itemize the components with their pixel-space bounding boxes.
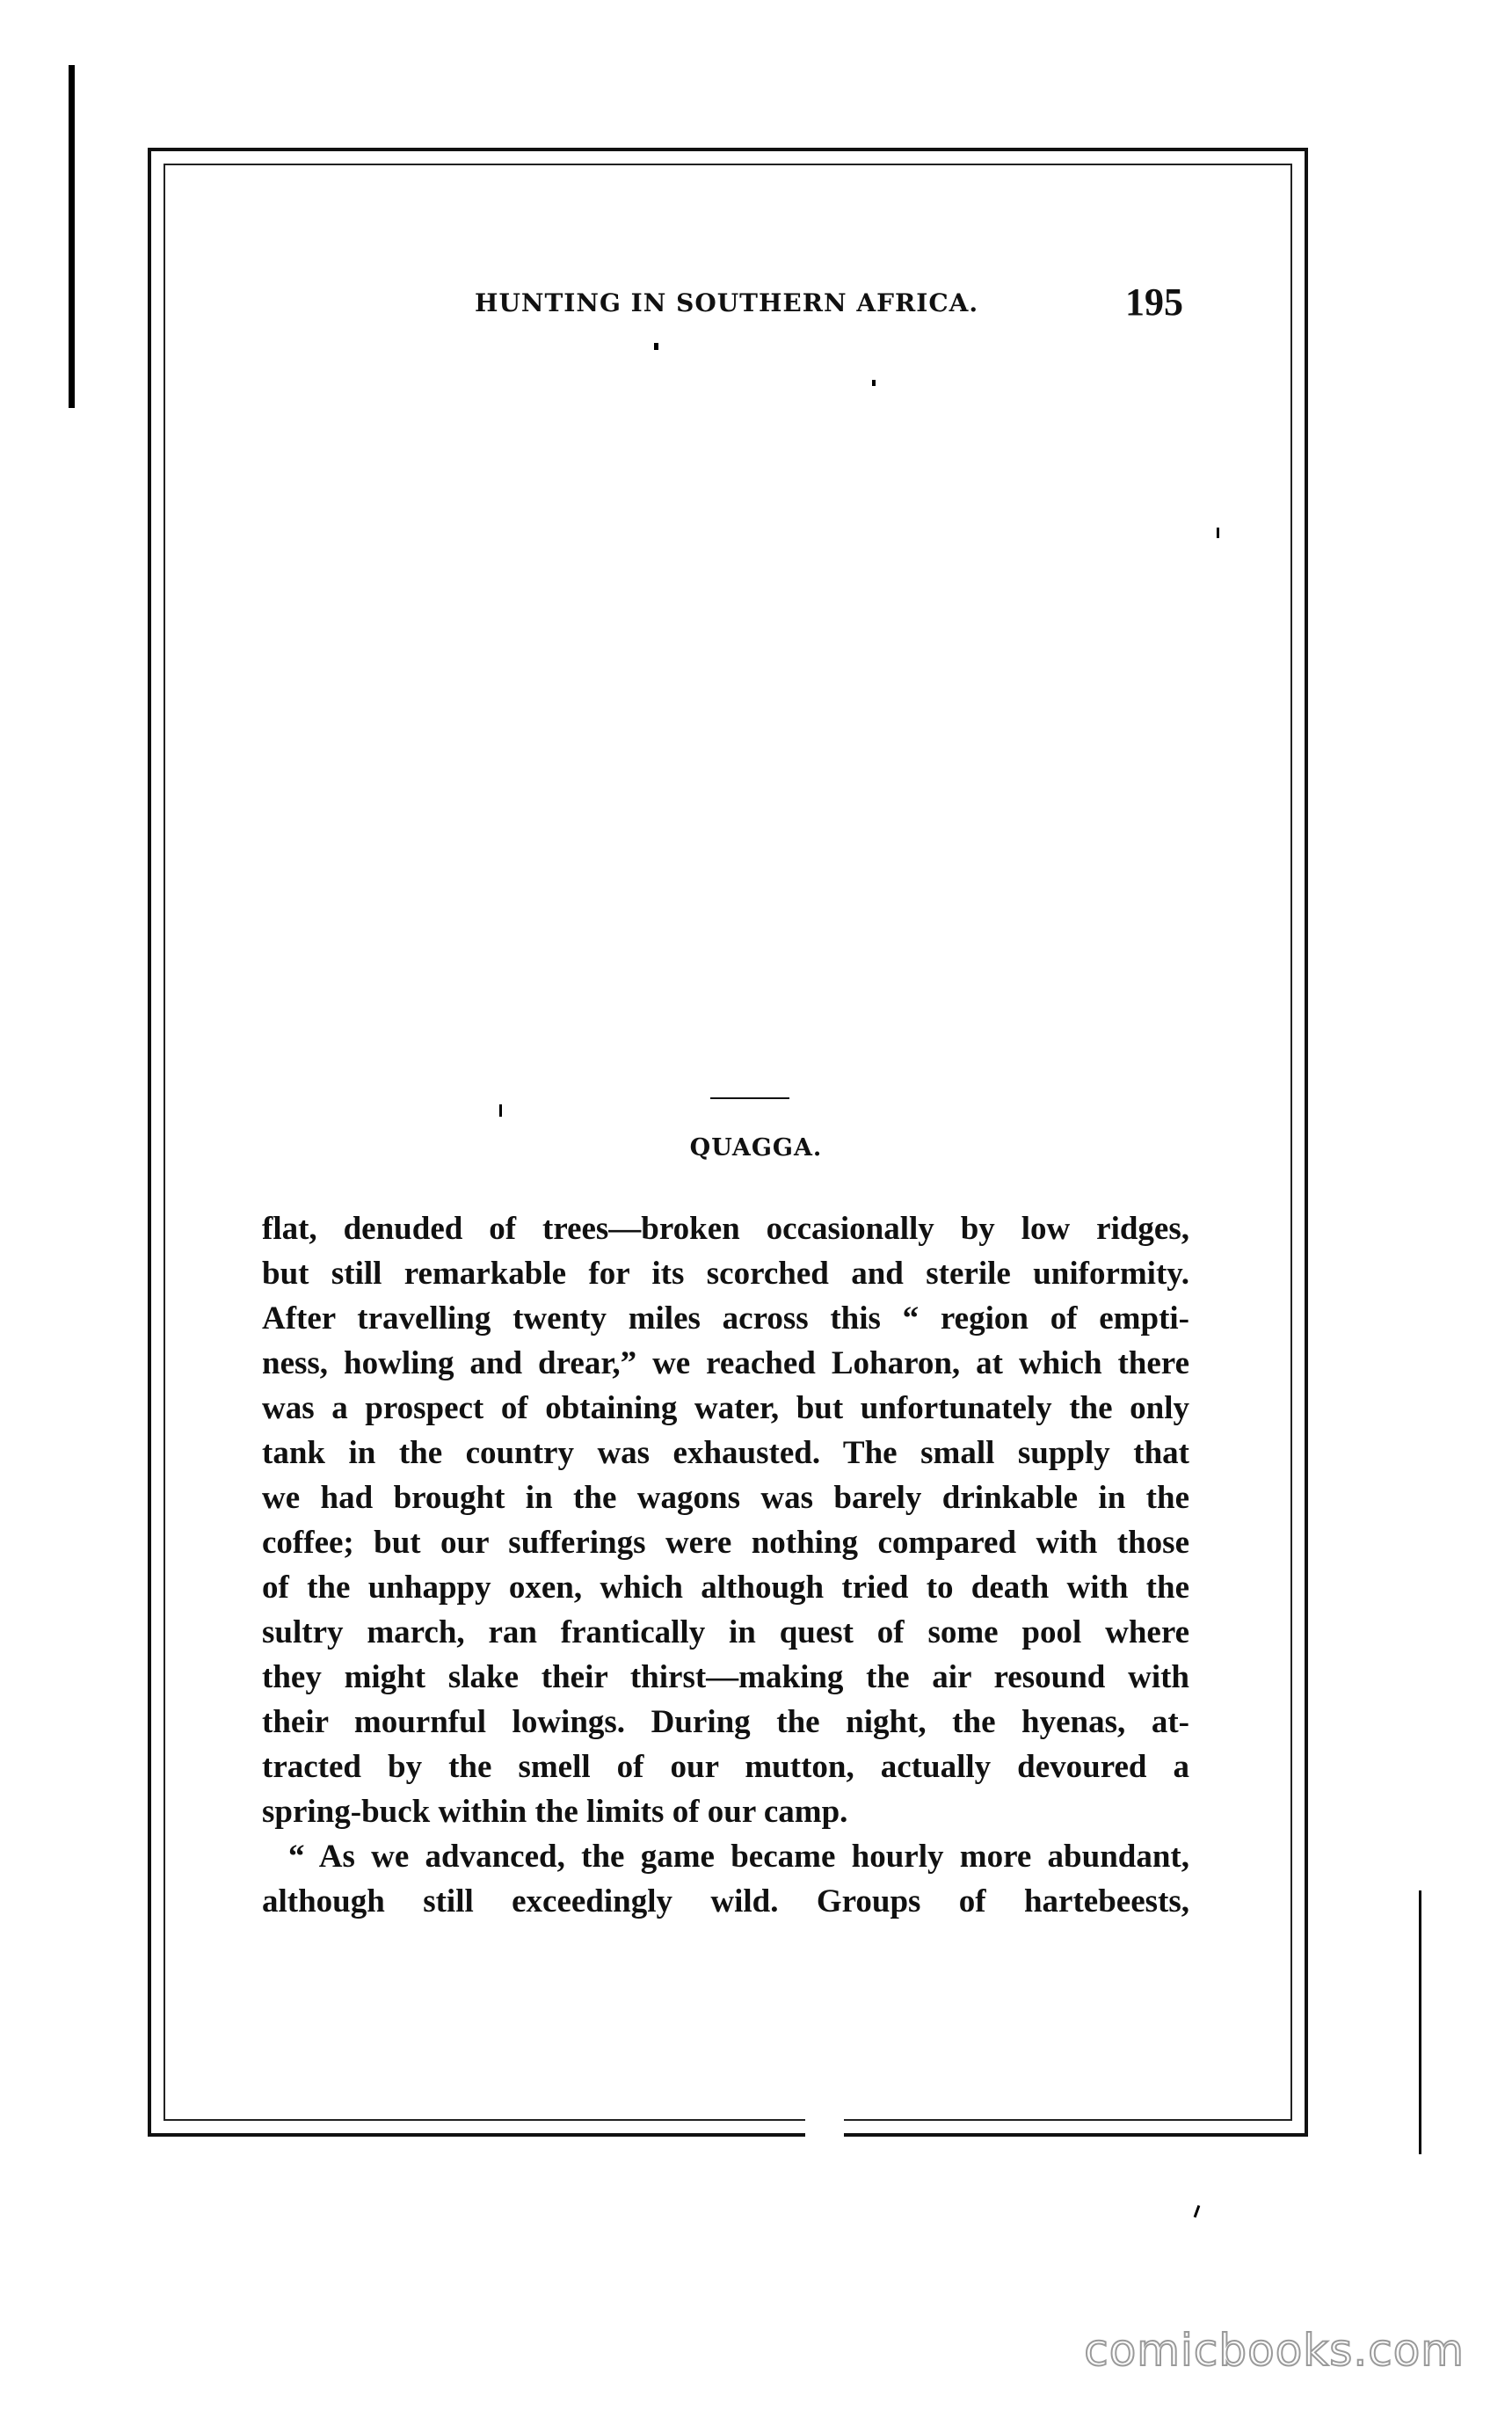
- text-line: although still exceedingly wild. Groups of hartebeests,: [262, 1883, 1189, 1919]
- page-number: 195: [1125, 280, 1183, 324]
- text-line: After travelling twenty miles across this “ region of empti-: [262, 1300, 1189, 1337]
- scan-edge-mark: [69, 65, 75, 408]
- text-line: ness, howling and drear,” we reached Loharon, at which there: [262, 1345, 1189, 1381]
- text-line: but still remarkable for its scorched and sterile uniformity.: [262, 1256, 1189, 1292]
- scan-speck: [1194, 2205, 1201, 2218]
- text-line: they might slake their thirst—making the air resound with: [262, 1659, 1189, 1695]
- page-border-gap: [805, 2110, 844, 2145]
- text-line: of the unhappy oxen, which although tried to death with the: [262, 1570, 1189, 1606]
- text-line: spring-buck within the limits of our camp.: [262, 1794, 848, 1830]
- body-text: [262, 1206, 1189, 1924]
- text-line: coffee; but our sufferings were nothing compared with those: [262, 1525, 1189, 1561]
- text-line: “ As we advanced, the game became hourly more abundant,: [288, 1839, 1189, 1875]
- text-line: tank in the country was exhausted. The small supply that: [262, 1435, 1189, 1471]
- running-head: HUNTING IN SOUTHERN AFRICA.: [475, 288, 979, 317]
- text-line: their mournful lowings. During the night, the hyenas, at-: [262, 1704, 1189, 1740]
- watermark: comicbooks.com: [1084, 2325, 1465, 2376]
- plate-rule: [710, 1097, 789, 1099]
- scan-speck: [1419, 1890, 1421, 2154]
- text-line: tracted by the smell of our mutton, actually devoured a: [262, 1749, 1189, 1785]
- text-line: flat, denuded of trees—broken occasionally by low ridges,: [262, 1211, 1189, 1247]
- text-line: we had brought in the wagons was barely drinkable in the: [262, 1480, 1189, 1516]
- text-line: sultry march, ran frantically in quest of some pool where: [262, 1614, 1189, 1650]
- plate-caption: QUAGGA.: [689, 1134, 823, 1162]
- text-line: was a prospect of obtaining water, but unfortunately the only: [262, 1390, 1189, 1426]
